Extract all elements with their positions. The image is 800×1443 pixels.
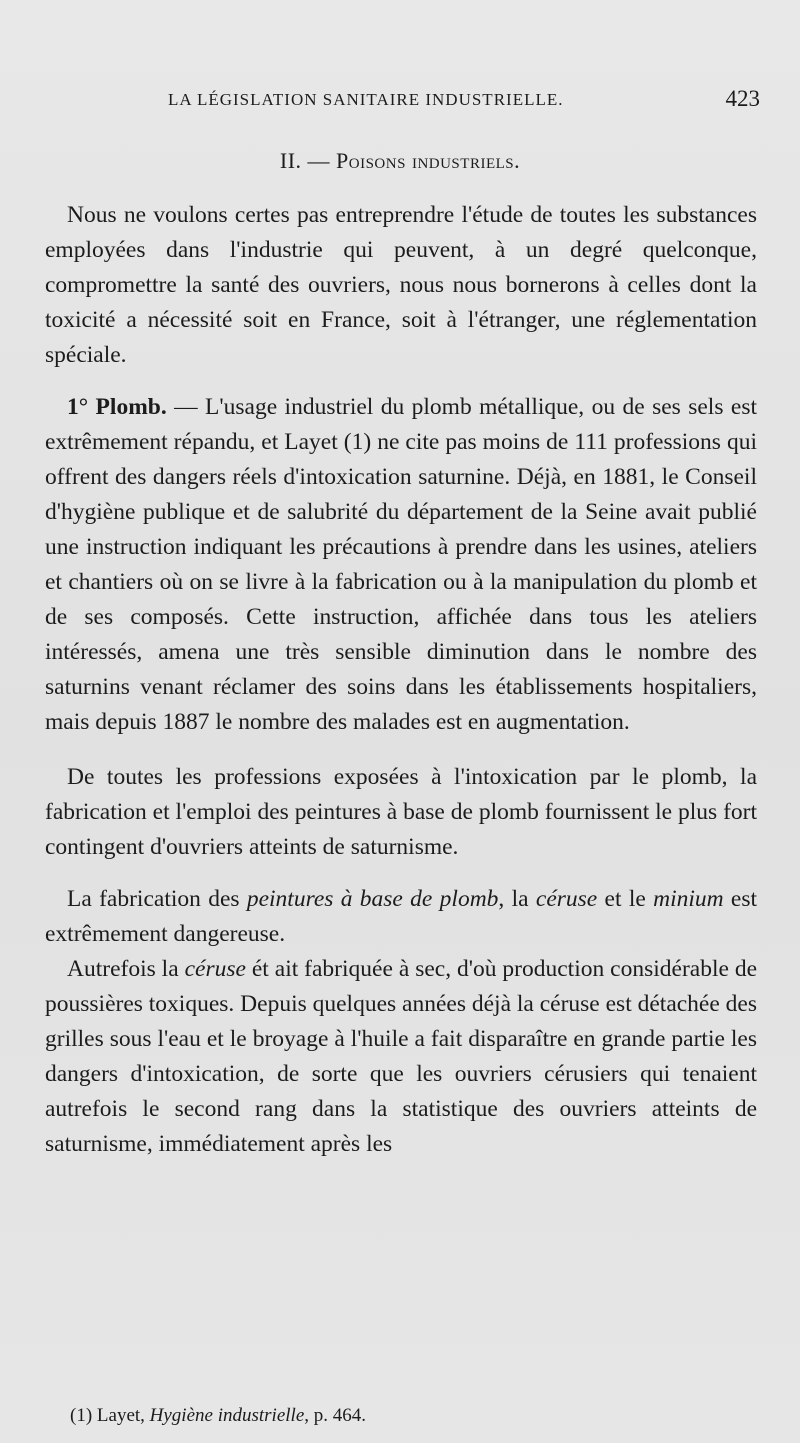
footnote-marker: (1) Layet, bbox=[70, 1405, 145, 1426]
section-title: Poisons industriels. bbox=[336, 148, 521, 173]
paragraph-intro bbox=[45, 198, 757, 373]
paragraph-professions-text: De toutes les professions exposées à l'intoxication par le plomb, la fabrication et l'emploi des peintures à base de plomb fournissent le plus fort contingent d'ouvriers atteints de saturnisme. bbox=[45, 764, 757, 860]
paragraph-intro-text: Nous ne voulons certes pas entreprendre l'étude de toutes les substances employées dans l'industrie qui peuvent, à un degré quelconque, compromettre la santé des ouvriers, nous nous bornerons à celles dont la toxicité a nécessité soit en France, soit à l'étranger, une réglementation spéciale. bbox=[45, 202, 757, 368]
section-number: II. — bbox=[279, 148, 331, 173]
term-minium: minium bbox=[653, 886, 724, 912]
paragraph-professions bbox=[45, 760, 757, 865]
paragraph-autrefois-text-1: Autrefois la bbox=[67, 956, 179, 982]
term-peintures: peintures à base de plomb bbox=[246, 886, 499, 912]
running-title: LA LÉGISLATION SANITAIRE INDUSTRIELLE. bbox=[168, 90, 564, 109]
footnote bbox=[70, 1405, 366, 1427]
body-text bbox=[45, 198, 757, 1162]
section-heading bbox=[0, 148, 800, 174]
paragraph-plomb-text: — L'usage industriel du plomb métallique, ou de ses sels est extrêmement répandu, et Layet (1) ne cite pas moins de 111 professions qui offrent des dangers réels d'intoxication saturnine. Déjà, en 1881, le Conseil d'hygiène publique et de salubrité du département de la Seine avait publié une instruction indiquant les précautions à prendre dans les usines, ateliers et chantiers où on se livre à la fabrication ou à la manipulation du plomb et de ses composés. Cette instruction, affichée dans tous les ateliers intéressés, amena une très sensible diminution dans le nombre des saturnins venant réclamer des soins dans les établissements hospitaliers, mais depuis 1887 le nombre des malades est en augmentation. bbox=[45, 394, 757, 735]
paragraph-fabrication-text-4: est extrêmement dangereuse. bbox=[45, 886, 758, 947]
footnote-rest: , p. 464. bbox=[304, 1405, 367, 1426]
paragraph-autrefois-text-2: ét ait fabriquée à sec, d'où production considérable de poussières toxiques. Depuis quelques années déjà la céruse est détachée des grilles sous l'eau et le broyage à l'huile a fait disparaître en grande partie les dangers d'intoxication, de sorte que les ouvriers cérusiers qui tenaient autrefois le second rang dans la statistique des ouvriers atteints de saturnisme, immédiatement après les bbox=[45, 956, 758, 1157]
paragraph-plomb bbox=[45, 390, 757, 740]
paragraph-fabrication-text-2: , la bbox=[498, 886, 529, 912]
paragraph-autrefois bbox=[45, 952, 757, 1162]
term-ceruse: céruse bbox=[535, 886, 598, 912]
page-header bbox=[40, 86, 760, 120]
footnote-title: Hygiène industrielle bbox=[149, 1405, 305, 1426]
term-ceruse-2: céruse bbox=[184, 956, 246, 982]
subsection-heading-plomb: 1° Plomb. bbox=[67, 394, 167, 420]
paragraph-fabrication-text-1: La fabrication des bbox=[67, 886, 240, 912]
page-number: 423 bbox=[725, 86, 760, 111]
paragraph-fabrication bbox=[45, 882, 757, 952]
paragraph-fabrication-text-3: et le bbox=[604, 886, 646, 912]
